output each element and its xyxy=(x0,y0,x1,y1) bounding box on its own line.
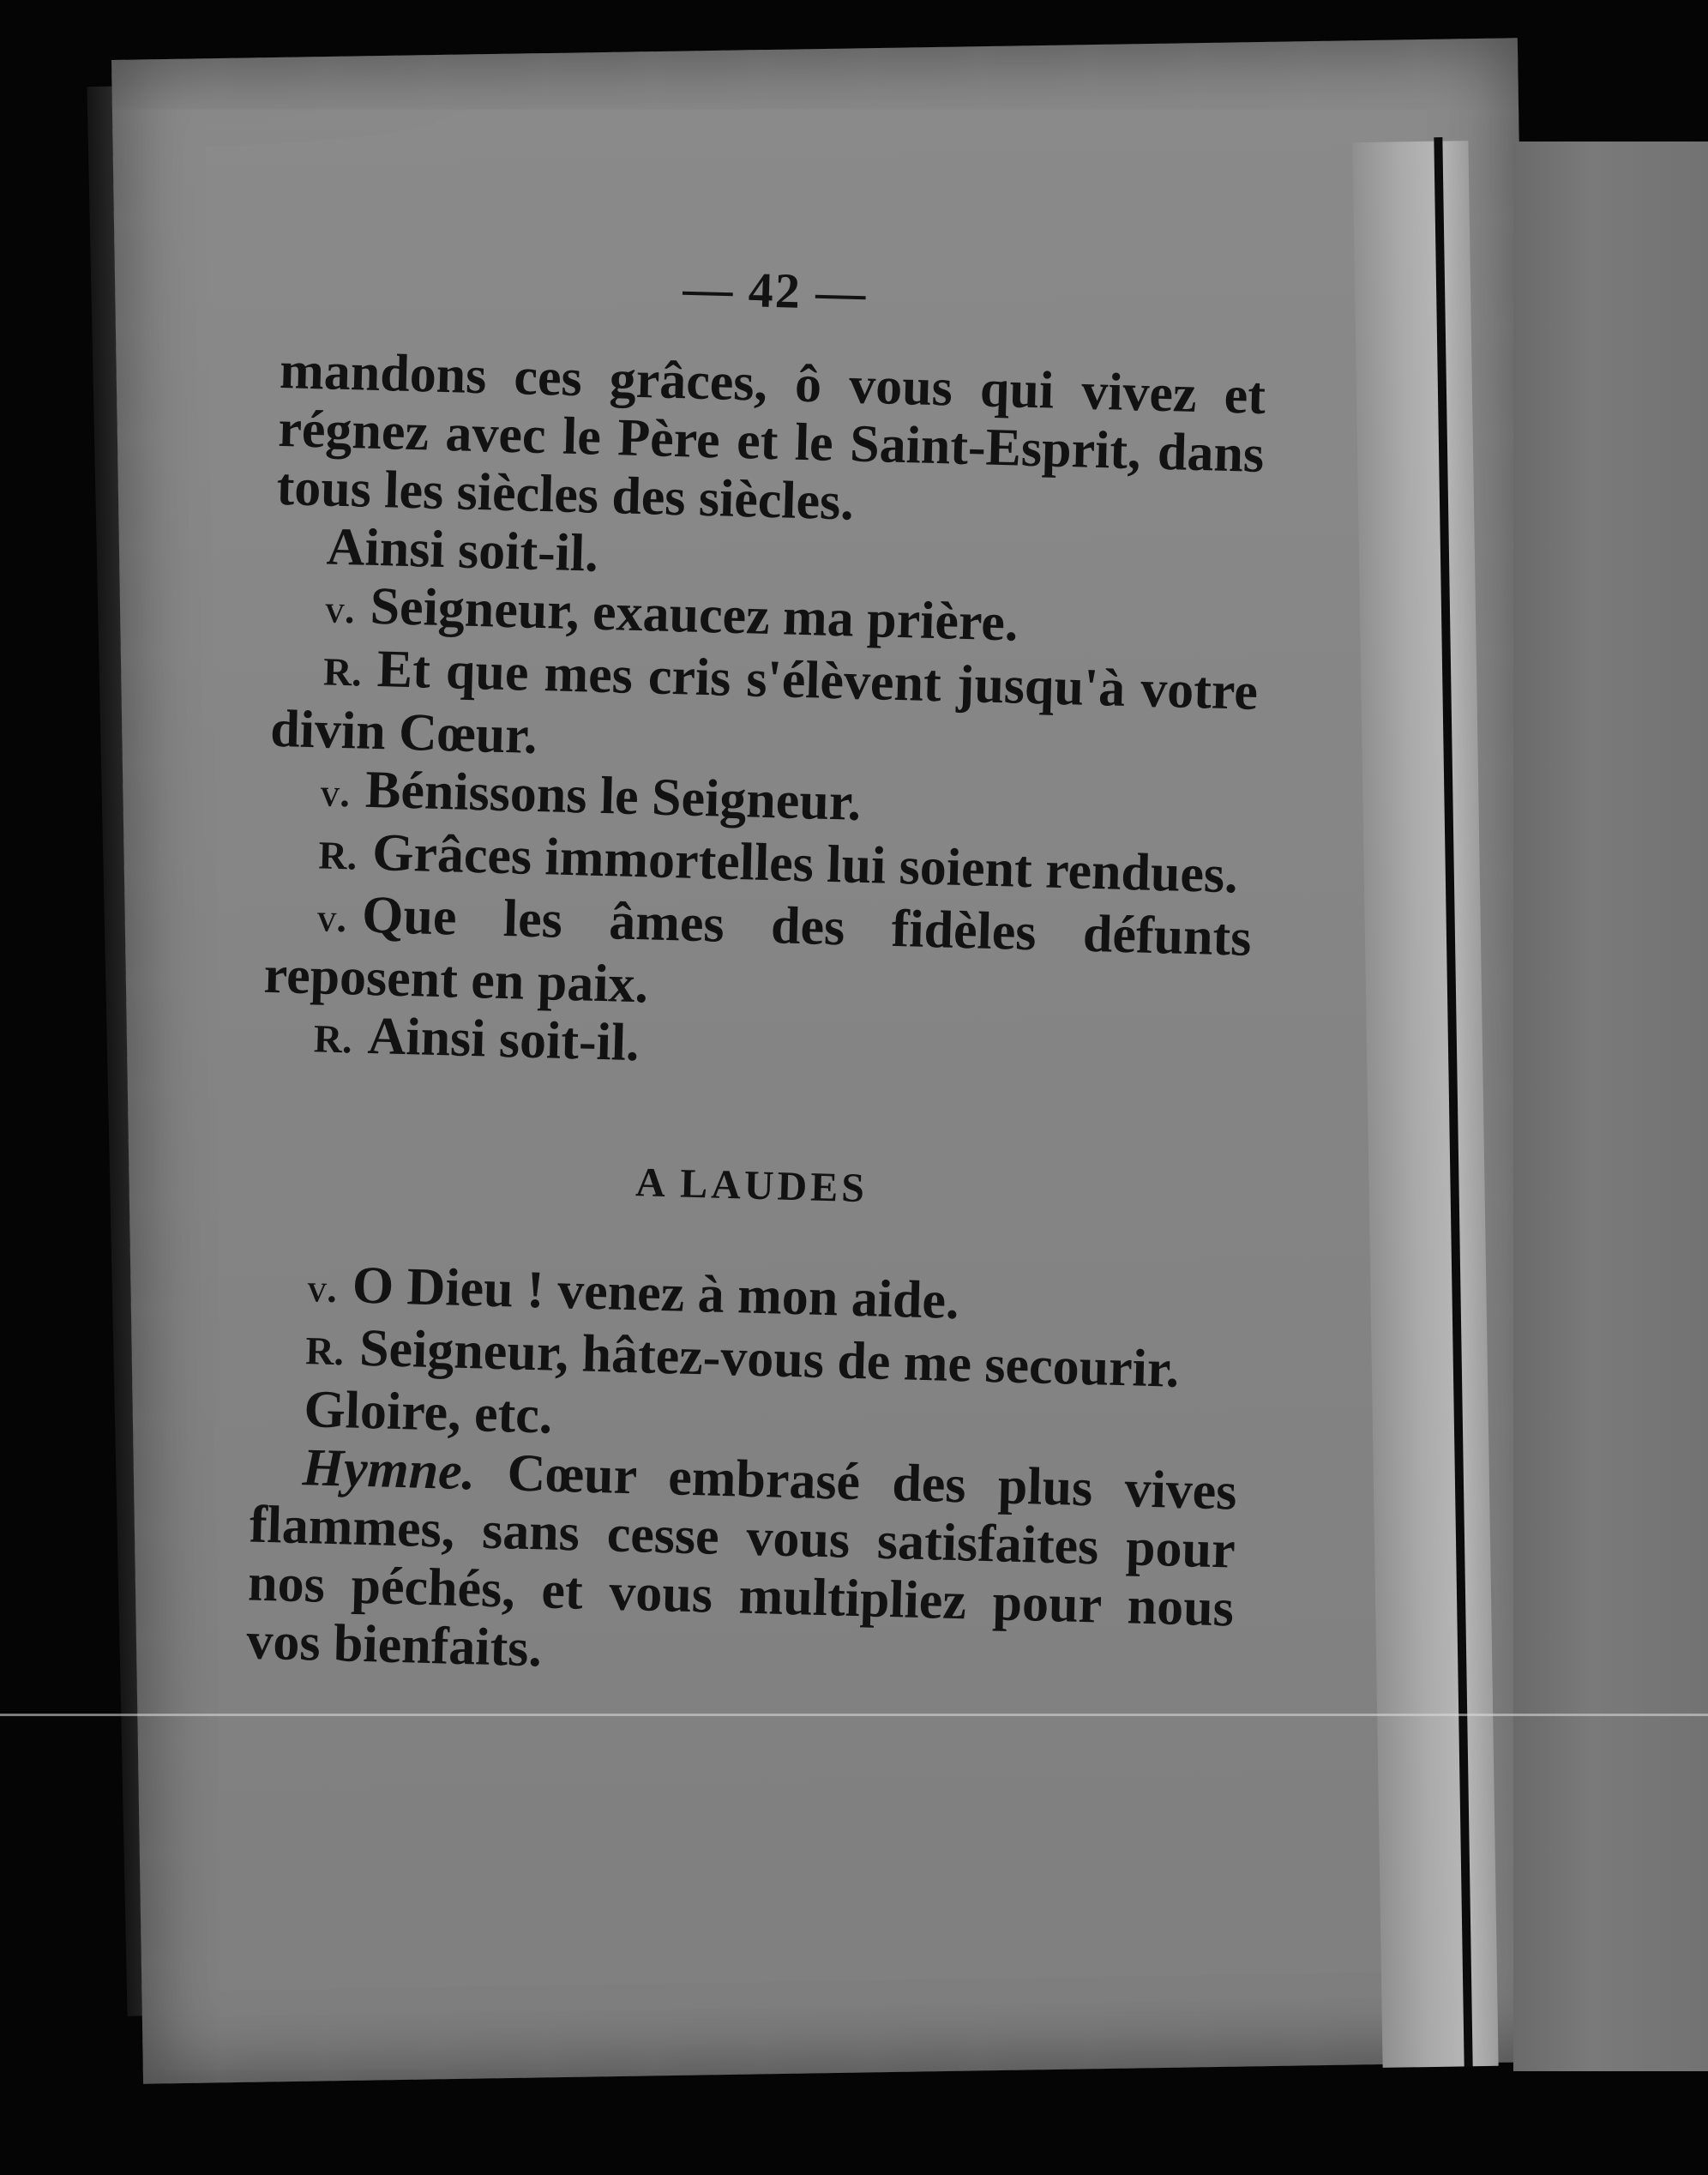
hymne-paragraph xyxy=(246,1437,1238,1696)
section-title-laudes: A LAUDES xyxy=(634,1160,869,1212)
page-number: — 42 — xyxy=(682,260,869,321)
versicle-text: O Dieu ! venez à mon aide. xyxy=(352,1256,960,1331)
response-sigla: R. xyxy=(313,1016,353,1062)
response-sigla: R. xyxy=(317,833,358,878)
versicle-text: Bénissons le Seigneur. xyxy=(364,760,863,832)
response-sigla: R. xyxy=(322,649,363,695)
response-text: Et que mes cris s'élèvent jusqu'à votre divin Cœur. xyxy=(269,640,1259,765)
versicle-sigla: v. xyxy=(324,587,356,632)
response-text: Ainsi soit-il. xyxy=(366,1006,640,1073)
paragraph-conclusion: mandons ces grâces, ô vous qui vivez et régnez avec le Père et le Saint-Esprit, dans tous les siècles des siècles. xyxy=(275,340,1266,532)
versicle-sigla: v. xyxy=(319,770,351,816)
versicle-text: Que les âmes des fidèles défunts reposent en paix. xyxy=(262,885,1253,1015)
paragraph-amen: Ainsi soit-il. xyxy=(326,517,599,583)
versicle-text: Seigneur, exaucez ma prière. xyxy=(369,576,1019,653)
scan-artifact-streak xyxy=(0,1714,1708,1716)
gloire-line: Gloire, etc. xyxy=(303,1380,554,1445)
response-text: Seigneur, hâtez-vous de me secourir. xyxy=(358,1318,1181,1399)
page-text xyxy=(246,249,1269,1696)
hymne-text: Cœur embrasé des plus vives flammes, sans cesse vous satisfaites pour nos péchés, et vous multipliez pour nous vos bienfaits. xyxy=(245,1443,1238,1678)
facing-page-edge xyxy=(1513,142,1708,2071)
hymne-label: Hymne. xyxy=(301,1438,477,1502)
response-text: Grâces immortelles lui soient rendues. xyxy=(371,822,1239,905)
versicle-sigla: v. xyxy=(316,895,347,941)
versicle-sigla: v. xyxy=(306,1266,338,1311)
response-sigla: R. xyxy=(304,1328,345,1374)
